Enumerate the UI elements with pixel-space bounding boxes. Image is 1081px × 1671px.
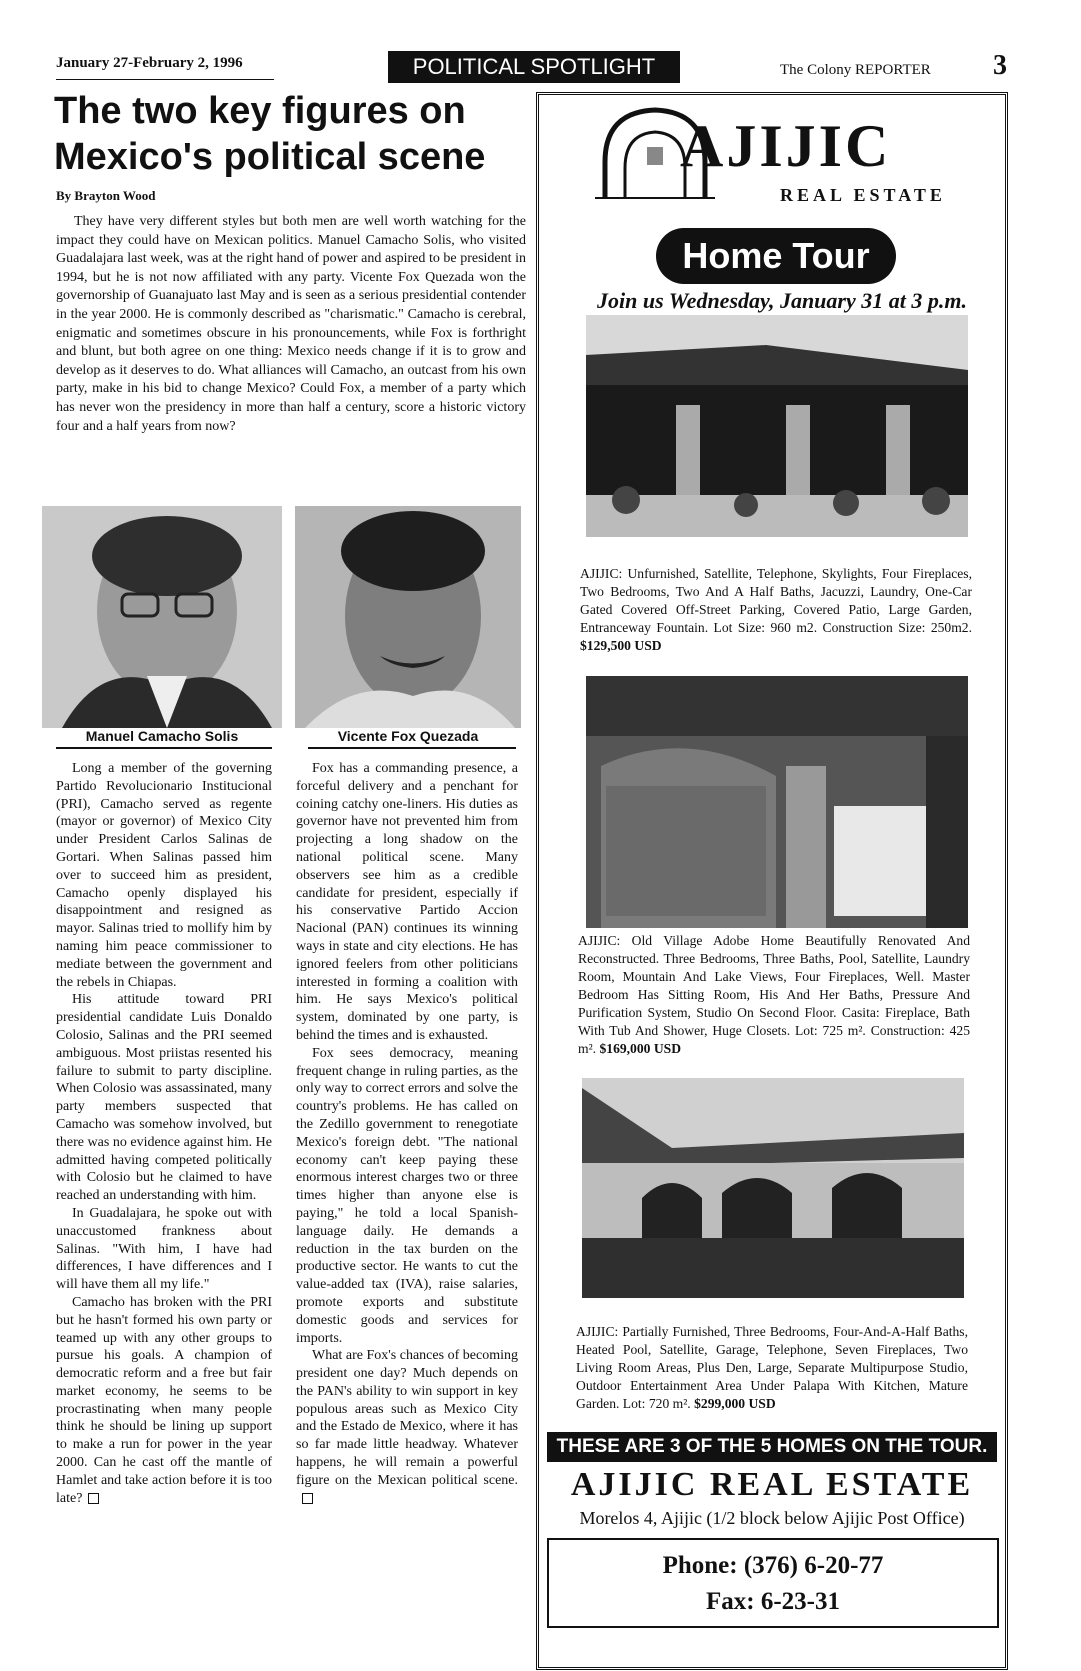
tour-banner: THESE ARE 3 OF THE 5 HOMES ON THE TOUR. (547, 1432, 997, 1462)
photo-caption-camacho: Manuel Camacho Solis (85, 728, 239, 744)
article-lede: They have very different styles but both men are well worth watching for the impact they could have on Mexican politics. Manuel Camacho Solis, who visited Guadalajara last week, was at the right hand of power and aspired to be president in 1994, but he is not now affiliated with any party. Vicente Fox Quezada won the governorship of Guanajuato last May and is seen as a serious presidential contender in the year 2000. He is commonly described as "charismatic." Camacho is cerebral, enigmatic and sometimes obscure in his pronouncements, while Fox is forthright and blunt, but both agree on one thing: Mexico needs change if it is to grow and develop as it deserves to do. What alliances will Camacho, an outcast from his own party, make in his bid to change Mexico? Could Fox, a member of a party which has never won the presidency in more than half a century, score a historic victory four and a half years from now? (56, 214, 526, 434)
paragraph: Fox has a commanding presence, a forceful delivery and a penchant for coining catchy one-liners. His duties as governor have not prevented him from projecting a long shadow on the national political scene. Many observers see him as a credible candidate for president, especially if his conservative Partido Accion Nacional (PAN) continues its winning ways in state and city elections. He has ignored feelers from other politicians interested in forming a coalition with him. He says Mexico's political system, dominated by one party, is behind the times and is exhausted. (296, 761, 518, 1043)
listing-price: $129,500 USD (580, 638, 662, 653)
photo-camacho (42, 506, 282, 728)
article-column-1 (56, 760, 272, 1507)
listing-1: AJIJIC: Unfurnished, Satellite, Telephone, Skylights, Four Fireplaces, Two Bedrooms, Two And A Half Baths, Jacuzzi, Laundry, One-Car Gated Covered Off-Street Parking, Covered Patio, Large Garden, Entranceway Fountain. Lot Size: 960 m2. Construction Size: 250m2. $129,500 USD (580, 566, 972, 653)
article-column-2 (296, 760, 518, 1507)
page-number: 3 (993, 50, 1007, 81)
phone-number: Phone: (376) 6-20-77 (662, 1552, 884, 1579)
fax-number: Fax: 6-23-31 (706, 1588, 840, 1615)
listing-price: $169,000 USD (599, 1041, 682, 1056)
paragraph: Fox sees democracy, meaning frequent change in ruling parties, as the only way to correct errors and solve the country's problems. He has called on the Zedillo government to renegotiate Mexico's foreign debt. "The national economy can't keep paying these enormous interest charges two or three times higher than anyone else is paying," he told a local Spanish-language daily. He demands a reduction in the tax burden on the productive sector. He wants to cut the value-added tax (IVA), raise salaries, promote exports and substitute domestic goods and services for imports. (296, 1045, 518, 1346)
tour-date: Join us Wednesday, January 31 at 3 p.m. (597, 288, 967, 313)
masthead-divider (56, 79, 274, 80)
listing-price: $299,000 USD (694, 1396, 776, 1411)
contact-box (547, 1538, 999, 1628)
end-mark-icon (302, 1493, 313, 1504)
issue-date: January 27-February 2, 1996 (56, 55, 243, 71)
caption-rule (56, 747, 272, 749)
caption-rule (308, 747, 516, 749)
paragraph: What are Fox's chances of becoming president one day? Much depends on the PAN's ability to win support in key populous areas such as Mexico City and the Estado de Mexico, where it has so far made little headway. Whatever happens, he will remain a powerful figure on the Mexican political scene. (296, 1347, 518, 1507)
ad-logo-subtitle: REAL ESTATE (780, 185, 946, 205)
agency-name: AJIJIC REAL ESTATE (570, 1466, 974, 1503)
listing-photo-1 (586, 315, 968, 537)
ad-logo-text: AJIJIC (680, 113, 892, 179)
section-label: POLITICAL SPOTLIGHT (388, 51, 680, 83)
article-headline: The two key figures on Mexico's political scene (54, 90, 486, 178)
paragraph: In Guadalajara, he spoke out with unaccustomed frankness about Salinas. "With him, I have had differences, I have differences and I will have them all my life." (56, 1205, 272, 1293)
listing-photo-2 (586, 676, 968, 928)
newspaper-name: The Colony REPORTER (780, 62, 931, 78)
listing-3: AJIJIC: Partially Furnished, Three Bedrooms, Four-And-A-Half Baths, Heated Pool, Satellite, Garage, Telephone, Seven Fireplaces, Two Living Room Areas, Plus Den, Large, Separate Multipurpose Studio, Outdoor Entertainment Area Under Palapa With Kitchen, Mature Garden. Lot: 720 m². $299,000 USD (576, 1324, 968, 1411)
paragraph: Camacho has broken with the PRI but he hasn't formed his own party or teamed up with any other groups to pursue his goals. A champion of democratic reform and a free but fair market economy, he seems to be procrastinating when many people think he should be lining up support to make a run for power in the year 2000. Can he cast off the mantle of Hamlet and take action before it is too late? (56, 1294, 272, 1506)
photo-fox (295, 506, 521, 728)
home-tour-badge: Home Tour (656, 228, 896, 284)
agency-address: Morelos 4, Ajijic (1/2 block below Ajijic Post Office) (579, 1508, 965, 1528)
paragraph: Long a member of the governing Partido Revolucionario Institucional (PRI), Camacho served as regente (mayor or governor) of Mexico City under President Carlos Salinas de Gortari. When Salinas passed him over to succeed him as president, Camacho openly displayed his disappointment and resigned as mayor. Salinas tried to mollify him by naming him peace commissioner to mediate between the government and the rebels in Chiapas. (56, 761, 272, 990)
end-mark-icon (88, 1493, 99, 1504)
listing-photo-3 (582, 1078, 964, 1298)
listing-2: AJIJIC: Old Village Adobe Home Beautifully Renovated And Reconstructed. Three Bedrooms, Three Baths, Pool, Satellite, Laundry Room, Mountain And Lake Views, Four Fireplaces, Well. Master Bedroom Has Sitting Room, His And Her Baths, Pressure And Purification System, Studio On Second Floor. Casita: Fireplace, Bath With Tub And Shower, Huge Closets. Lot: 725 m². Construction: 425 m². $169,000 USD (578, 933, 970, 1056)
article-byline: By Brayton Wood (56, 188, 156, 203)
paragraph: His attitude toward PRI presidential candidate Luis Donaldo Colosio, Salinas and the PRI seemed ambiguous. Most priistas resented his failure to submit to party discipline. When Colosio was assassinated, many party members suspected that Camacho was somehow involved, but there was no evidence against him. He admitted having competed politically with Colosio but he claimed to have reached an understanding with him. (56, 992, 272, 1204)
photo-caption-fox: Vicente Fox Quezada (337, 728, 479, 744)
